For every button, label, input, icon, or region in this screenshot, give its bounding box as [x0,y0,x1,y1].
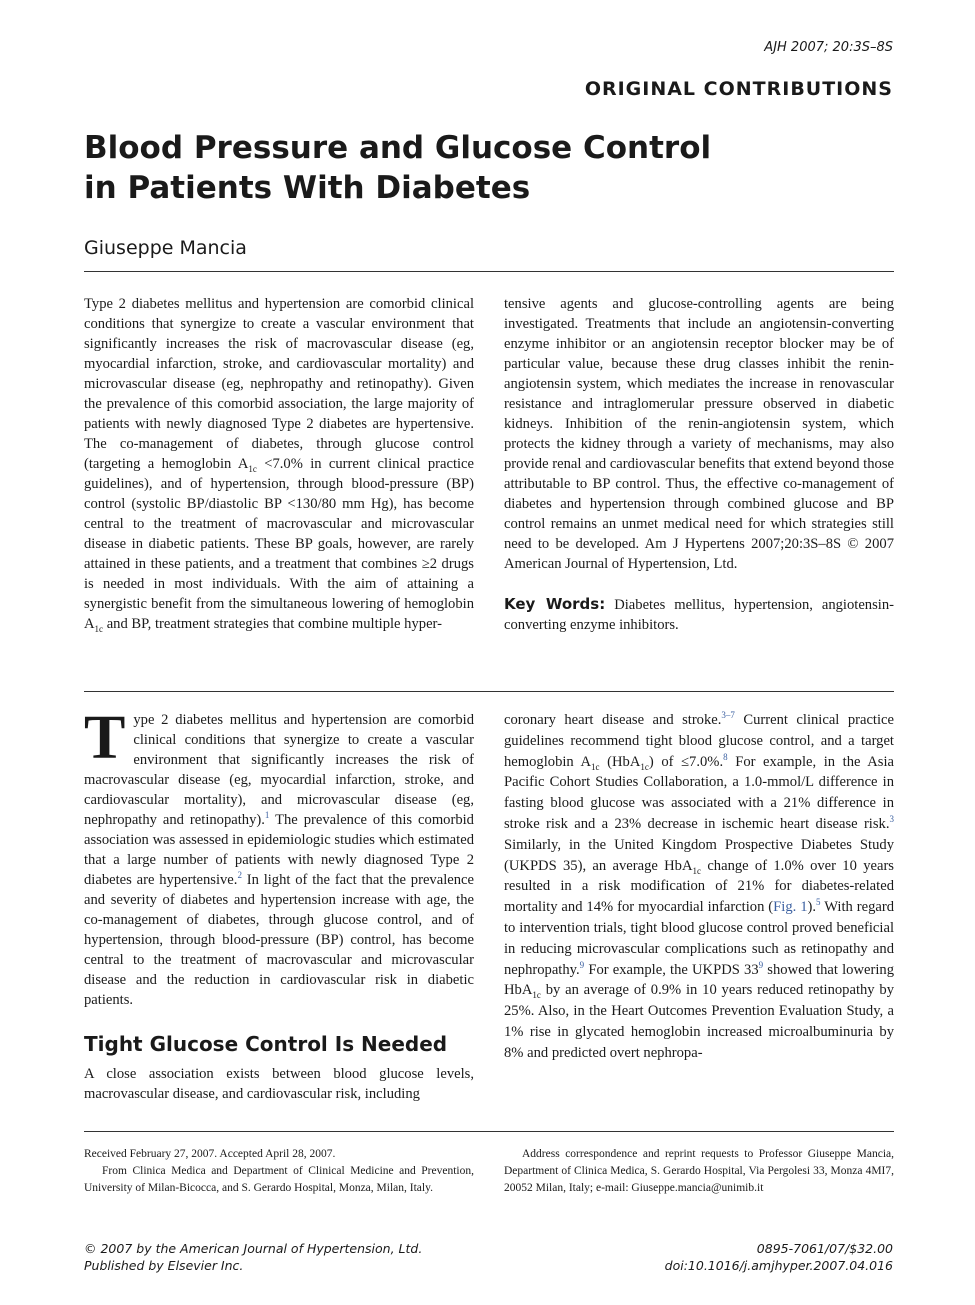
title-line-1: Blood Pressure and Glucose Control [84,130,712,166]
body-text: by an average of 0.9% in 10 years reduced retinopathy by 25%. Also, in the Heart Outcomes Prevention Evaluation Study, a 1% rise in glycated hemoglobin increased microalbuminuria by 8% and predicted overt nephropa- [504,982,894,1061]
abstract-right-column [504,294,894,635]
body-text: ) of ≤7.0%. [648,753,724,770]
body-text: The prevalence of this comorbid association was assessed in epidemiologic studies which estimated that a large number of patients with newly diagnosed Type 2 diabetes are hypertensive. [84,812,474,888]
footer-left [84,1240,422,1274]
affiliation-note: From Clinica Medica and Department of Clinical Medicine and Prevention, University of Milan-Bicocca, and S. Gerardo Hospital, Monza, Milan, Italy. [84,1165,474,1194]
article-title [84,128,784,208]
citation[interactable]: 8 [723,751,728,762]
abstract-text: Type 2 diabetes mellitus and hypertension are comorbid clinical conditions that synergize to create a vascular environment that significantly increases the risk of macrovascular disease (eg, myocardial infarction, stroke, and cardiovascular mortality) and microvascular disease (eg, nephropathy and retinopathy). Given the prevalence of this comorbid association, the large majority of patients with newly diagnosed Type 2 diabetes are hypertensive. The co-management of diabetes, through glucose control (targeting a hemoglobin A [84,296,474,472]
title-divider [84,271,894,272]
section-heading: Tight Glucose Control Is Needed [84,1032,448,1056]
citation[interactable]: 3 [889,814,894,825]
keywords-text: Diabetes mellitus, hypertension, angiotensin-converting enzyme inhibitors. [504,597,894,633]
journal-reference: AJH 2007; 20:3S–8S [764,40,893,55]
abstract-text: and BP, treatment strategies that combine multiple hyper- [103,616,442,632]
footnote-divider [84,1131,894,1132]
subscript: 1c [692,865,702,876]
section-label: ORIGINAL CONTRIBUTIONS [584,78,893,100]
abstract-paragraph: tensive agents and glucose-controlling agents are being investigated. Treatments that include an angiotensin-converting enzyme inhibitor or an angiotensin receptor blocker may be of particular value, because these drug classes inhibit the renin-angiotensin system, which mediates the increase in renovascular resistance and intraglomerular pressure observed in diabetic kidneys. Inhibition of the renin-angiotensin system, which protects the kidney through a variety of mechanisms, may also provide renal and cardiovascular benefits that extend beyond those attributable to BP control. Thus, the effective co-management of diabetes and hypertension through combined glucose and BP control remains an unmet medical need for which strategies still need to be developed. Am J Hypertens 2007;20:3S–8S © 2007 American Journal of Hypertension, Ltd. [504,296,894,572]
body-text: change of 1.0% over 10 years resulted in a risk modification of 21% for diabetes-related mortality and 14% for myocardial infarction ( [504,857,894,916]
intro-paragraph [84,704,474,1010]
body-right-column [504,710,894,1064]
body-text: Similarly, in the United Kingdom Prospective Diabetes Study (UKPDS 35), an average HbA [504,836,894,874]
citation[interactable]: 9 [758,959,764,970]
body-text: For example, in the Asia Pacific Cohort Studies Collaboration, a 1.0-mmol/L difference in fasting blood glucose was associated with a 21% difference in stroke risk and a 23% decrease in ischemic heart disease risk. [504,753,895,832]
copyright: © 2007 by the American Journal of Hypertension, Ltd. [84,1241,423,1256]
body-text: In light of the fact that the prevalence and severity of diabetes and hypertension increase with age, the co-management of diabetes, through glucose control, and of hypertension, through blood-pressure (BP) control, has become central to the treatment of macrovascular and microvascular disease and the reduction in cardiovascular risk in diabetic patients. [84,872,474,1008]
citation[interactable]: 2 [237,870,242,881]
citation[interactable]: 9 [579,959,585,970]
abstract-divider [84,691,894,692]
body-text: ). [807,899,817,916]
subscript: 1c [532,990,541,1001]
subscript: 1c [94,623,104,634]
body-text: Current clinical practice guidelines recommend tight blood glucose control, and a target hemoglobin A [504,712,894,770]
subscript: 1c [591,761,600,772]
body-text: ype 2 diabetes mellitus and hypertension are comorbid clinical conditions that synergize to create a vascular environment that significantly increases the risk of macrovascular disease (eg, myocardial infarction, stroke, and cardiovascular mortality), and microvascular disease (eg, nephropathy and retinopathy). [84,712,474,828]
correspondence-note: Address correspondence and reprint requests to Professor Giuseppe Mancia, Department of Clinica Medica, S. Gerardo Hospital, Via Pergolesi 33, Monza 4MI7, 20052 Milan, Italy; e-mail: Giuseppe.mancia@unimib.it [504,1148,894,1194]
issn: 0895-7061/07/$32.00 [756,1241,893,1256]
body-text: (HbA [599,753,641,770]
body-left-column [84,704,474,1104]
publisher: Published by Elsevier Inc. [84,1258,244,1273]
keywords [504,594,894,635]
footnotes-right [504,1146,894,1197]
abstract-paragraph [84,294,474,634]
figure-link[interactable]: Fig. 1 [773,899,808,916]
body-text: coronary heart disease and stroke. [504,712,722,728]
body-text: For example, the UKPDS 33 [584,961,759,978]
author-name: Giuseppe Mancia [84,237,247,259]
citation[interactable]: 3–7 [721,710,735,721]
citation[interactable]: 5 [816,897,821,908]
citation[interactable]: 1 [264,810,270,821]
body-paragraph [504,710,894,1064]
doi[interactable]: doi:10.1016/j.amjhyper.2007.04.016 [664,1258,893,1273]
received-note: Received February 27, 2007. Accepted April 28, 2007. [84,1148,336,1160]
abstract-left-column [84,294,474,634]
subscript: 1c [640,761,649,772]
subscript: 1c [248,463,257,474]
keywords-label: Key Words: [504,595,606,613]
abstract-text: <7.0% in current clinical practice guidelines), and of hypertension, through blood-pressure (BP) control (systolic BP/diastolic BP <130/80 mm Hg), has become central to the treatment of macrovascular and microvascular disease in diabetic patients. These BP goals, however, are rarely attained in these patients, and a treatment that combines ≥2 drugs is needed in most individuals. With the aim of attaining a synergistic benefit from the simultaneous lowering of hemoglobin A [84,456,475,632]
drop-cap: T [84,704,126,772]
body-text: With regard to intervention trials, tight blood glucose control proved beneficial in reducing microvascular complications such as retinopathy and nephropathy. [504,899,895,978]
title-line-2: in Patients With Diabetes [84,170,531,206]
footer-right [665,1240,893,1274]
body-text: showed that lowering HbA [504,961,894,999]
section-paragraph: A close association exists between blood glucose levels, macrovascular disease, and cardiovascular risk, including [84,1066,474,1102]
footnotes-left [84,1146,474,1197]
